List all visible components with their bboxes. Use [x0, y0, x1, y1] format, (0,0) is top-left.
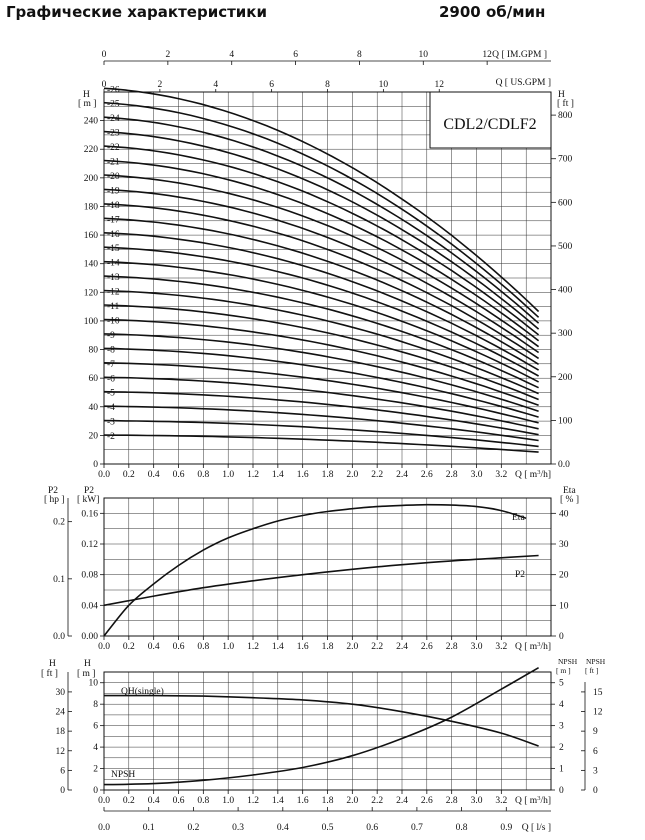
q-tick-label: 2.4	[396, 642, 408, 652]
h-m-tick-label: 200	[83, 173, 98, 184]
us-gpm-tick-label: 2	[157, 80, 163, 90]
npsh-ft-tick-label: 3	[593, 766, 598, 777]
q-tick-label: 2.6	[420, 470, 433, 480]
ls-tick-label: 0.2	[187, 823, 200, 833]
h-m-tick-label: 140	[83, 259, 98, 270]
ls-tick-label: 0.1	[142, 823, 155, 833]
q-tick-label: 2.8	[445, 642, 458, 652]
p2-kw-tick-label: 0.16	[81, 509, 98, 520]
q-tick-label: 1.0	[222, 470, 235, 480]
p2-kw-axis-title: P2	[84, 486, 95, 496]
stage-label: -11	[107, 302, 120, 313]
im-gpm-tick-label: 6	[293, 50, 298, 60]
q-tick-label: 1.4	[271, 470, 284, 480]
h-m-lower-tick-label: 8	[93, 700, 98, 711]
q-tick-label: 2.4	[396, 470, 408, 480]
h-m-tick-label: 60	[88, 374, 98, 385]
stage-label: -4	[107, 403, 115, 414]
p2-kw-tick-label: 0.00	[81, 632, 98, 642]
ls-tick-label: 0.5	[321, 823, 334, 833]
q-tick-label: 2.0	[346, 470, 359, 480]
q-tick-label: 1.2	[247, 470, 259, 480]
p2-kw-axis-unit: [ kW]	[77, 495, 100, 505]
stage-label: -22	[107, 143, 120, 154]
npsh-m-tick-label: 1	[559, 764, 564, 775]
eta-tick-label: 0	[559, 632, 564, 642]
h-m-tick-label: 240	[83, 116, 98, 127]
q-tick-label: 1.6	[296, 470, 309, 480]
eta-tick-label: 40	[559, 509, 569, 520]
h-m-tick-label: 40	[88, 402, 98, 413]
h-ft-tick-label: 500	[558, 241, 573, 252]
eta-tick-label: 20	[559, 570, 569, 581]
npsh-m-tick-label: 2	[559, 743, 564, 754]
npsh-ft-axis-title: NPSH	[586, 657, 606, 666]
q-tick-label: 0.4	[147, 796, 160, 806]
model-label: CDL2/CDLF2	[443, 116, 537, 133]
ls-axis-label: Q [ l/s ]	[521, 823, 551, 833]
q-axis-unit-label: Q [ $m^3/h$]	[515, 468, 551, 480]
stage-label: -13	[107, 273, 120, 284]
q-tick-label: 0.8	[197, 470, 210, 480]
h-m-lower-tick-label: 10	[88, 678, 98, 689]
h-ft-tick-label: 600	[558, 198, 573, 209]
stage-label: -5	[107, 388, 115, 399]
q-tick-label: 3.0	[470, 642, 483, 652]
q-tick-label: 0.4	[147, 470, 160, 480]
speed-label: 2900 об/мин	[439, 3, 546, 21]
h-ft-axis-title: H	[558, 90, 565, 100]
h-ft-lower-tick-label: 30	[55, 687, 65, 698]
us-gpm-tick-label: 12	[434, 80, 444, 90]
p2-hp-tick-label: 0.2	[53, 517, 65, 528]
stage-label: -17	[107, 215, 120, 226]
stage-label: -8	[107, 345, 115, 356]
h-ft-axis-unit: [ ft ]	[557, 99, 574, 109]
us-gpm-tick-label: 8	[325, 80, 330, 90]
us-gpm-tick-label: 4	[213, 80, 219, 90]
p2-hp-axis-unit: [ hp ]	[44, 495, 65, 505]
page-title: Графические характеристики	[6, 3, 267, 21]
stage-label: -6	[107, 374, 115, 385]
q-tick-label: 0.8	[197, 796, 210, 806]
npsh-m-tick-label: 4	[559, 700, 564, 711]
qh-single-curve	[104, 696, 539, 746]
q-tick-label: 2.8	[445, 796, 458, 806]
q-tick-label: 2.4	[396, 796, 408, 806]
npsh-m-axis-unit: [ m ]	[556, 666, 571, 675]
h-m-tick-label: 160	[83, 231, 98, 242]
q-tick-label: 1.4	[271, 642, 284, 652]
q-tick-label: 1.2	[247, 796, 259, 806]
h-ft-tick-label: 0.0	[558, 460, 570, 470]
h-m-axis-unit: [ m ]	[78, 99, 97, 109]
p2-kw-tick-label: 0.12	[81, 540, 98, 550]
im-gpm-tick-label: 2	[165, 50, 171, 60]
h-ft-lower-tick-label: 12	[55, 746, 65, 757]
stage-label: -10	[107, 316, 120, 327]
q-tick-label: 2.0	[346, 796, 359, 806]
ls-tick-label: 0.3	[232, 823, 245, 833]
eta-curve	[104, 505, 526, 636]
q-tick-label: 2.6	[420, 796, 433, 806]
q-tick-label: 1.4	[271, 796, 284, 806]
p2-hp-tick-label: 0.0	[53, 632, 65, 642]
q-tick-label: 0.4	[147, 642, 160, 652]
stage-label: -24	[107, 114, 120, 125]
stage-label: -20	[107, 171, 120, 182]
h-m-tick-label: 100	[83, 316, 98, 327]
q-tick-label: 3.2	[495, 796, 508, 806]
npsh-ft-axis-unit: [ ft ]	[585, 666, 599, 675]
h-m-lower-tick-label: 4	[93, 743, 98, 754]
h-m-tick-label: 0	[93, 460, 98, 470]
qh-curve	[104, 421, 539, 447]
q-tick-label: 3.2	[495, 470, 508, 480]
stage-label: -21	[107, 157, 120, 168]
q-tick-label: 3.0	[470, 796, 483, 806]
h-ft-lower-axis-unit: [ ft ]	[41, 669, 58, 679]
q-tick-label: 0.6	[172, 796, 185, 806]
h-ft-tick-label: 200	[558, 372, 573, 383]
npsh-ft-tick-label: 9	[593, 727, 598, 738]
eta-tick-label: 30	[559, 540, 569, 550]
eta-curve-label: Eta	[512, 513, 525, 523]
q-tick-label: 2.2	[371, 470, 384, 480]
q-tick-label: 0.0	[98, 470, 110, 480]
stage-label: -23	[107, 128, 120, 139]
q-tick-label: 0.6	[172, 470, 185, 480]
us-gpm-tick-label: 0	[101, 80, 107, 90]
h-ft-tick-label: 700	[558, 154, 573, 165]
stage-label: -16	[107, 229, 120, 240]
q-tick-label: 0.2	[122, 796, 135, 806]
npsh-ft-tick-label: 6	[593, 746, 598, 757]
q-axis-unit-label: Q [ $m^3/h$]	[515, 640, 551, 652]
h-m-tick-label: 80	[88, 345, 98, 356]
qh-single-curve-label: QH(single)	[121, 687, 164, 697]
p2-hp-axis-title: P2	[48, 486, 59, 496]
im-gpm-tick-label: 8	[357, 50, 362, 60]
q-tick-label: 1.6	[296, 642, 309, 652]
h-m-axis-title: H	[83, 90, 90, 100]
ls-tick-label: 0.4	[276, 823, 289, 833]
p2-hp-tick-label: 0.1	[53, 574, 65, 585]
h-m-lower-tick-label: 2	[93, 764, 98, 775]
q-tick-label: 1.2	[247, 642, 259, 652]
q-tick-label: 3.2	[495, 642, 508, 652]
stage-label: -9	[107, 330, 115, 341]
ls-tick-label: 0.0	[98, 823, 110, 833]
stage-label: -18	[107, 200, 120, 211]
h-m-tick-label: 120	[83, 288, 98, 299]
q-tick-label: 0.6	[172, 642, 185, 652]
qh-curve	[104, 132, 539, 330]
q-tick-label: 0.2	[122, 642, 135, 652]
im-gpm-tick-label: 12	[482, 50, 492, 60]
q-tick-label: 0.2	[122, 470, 135, 480]
h-m-tick-label: 220	[83, 145, 98, 156]
stage-label: -26	[107, 85, 120, 96]
q-tick-label: 1.8	[321, 470, 334, 480]
eta-tick-label: 10	[559, 601, 569, 612]
q-tick-label: 2.2	[371, 642, 384, 652]
p2-kw-tick-label: 0.08	[81, 570, 98, 581]
us-gpm-tick-label: 10	[378, 80, 389, 90]
p2-curve	[104, 556, 539, 606]
h-ft-tick-label: 800	[558, 111, 573, 122]
q-tick-label: 3.0	[470, 470, 483, 480]
q-tick-label: 1.8	[321, 796, 334, 806]
us-gpm-tick-label: 6	[269, 80, 274, 90]
p2-kw-tick-label: 0.04	[81, 601, 98, 612]
im-gpm-tick-label: 0	[101, 50, 107, 60]
h-ft-tick-label: 400	[558, 285, 573, 296]
h-ft-lower-tick-label: 0	[60, 786, 65, 796]
q-tick-label: 0.0	[98, 642, 110, 652]
npsh-m-tick-label: 0	[559, 786, 564, 796]
eta-axis-unit: [ % ]	[560, 495, 579, 505]
npsh-m-axis-title: NPSH	[558, 657, 578, 666]
im-gpm-axis-label: Q [ IM.GPM ]	[492, 50, 547, 60]
stage-label: -7	[107, 359, 115, 370]
h-m-lower-axis-unit: [ m ]	[77, 669, 96, 679]
npsh-m-tick-label: 3	[559, 721, 564, 732]
h-ft-lower-tick-label: 6	[60, 766, 65, 777]
npsh-ft-tick-label: 15	[593, 687, 603, 698]
h-m-lower-tick-label: 6	[93, 721, 98, 732]
q-axis-unit-label: Q [ $m^3/h$]	[515, 794, 551, 806]
h-m-tick-label: 180	[83, 202, 98, 213]
im-gpm-tick-label: 4	[229, 50, 235, 60]
ls-tick-label: 0.6	[366, 823, 379, 833]
h-ft-lower-tick-label: 24	[55, 707, 65, 718]
q-tick-label: 1.6	[296, 796, 309, 806]
us-gpm-axis-label: Q [ US.GPM ]	[495, 78, 551, 88]
q-tick-label: 1.0	[222, 796, 235, 806]
q-tick-label: 0.8	[197, 642, 210, 652]
im-gpm-tick-label: 10	[418, 50, 429, 60]
q-tick-label: 2.8	[445, 470, 458, 480]
ls-tick-label: 0.9	[500, 823, 513, 833]
h-m-tick-label: 20	[88, 431, 98, 442]
h-m-lower-axis-title: H	[84, 659, 91, 669]
eta-axis-title: Eta	[563, 486, 576, 496]
ls-tick-label: 0.7	[410, 823, 423, 833]
p2-curve-label: P2	[515, 570, 526, 580]
stage-label: -14	[107, 258, 120, 269]
npsh-curve-label: NPSH	[111, 770, 136, 780]
stage-label: -2	[107, 432, 115, 443]
npsh-ft-tick-label: 0	[593, 786, 598, 796]
stage-label: -25	[107, 99, 120, 110]
q-tick-label: 2.0	[346, 642, 359, 652]
h-m-lower-tick-label: 0	[93, 786, 98, 796]
stage-label: -3	[107, 417, 115, 428]
q-tick-label: 1.8	[321, 642, 334, 652]
ls-tick-label: 0.8	[455, 823, 468, 833]
npsh-ft-tick-label: 12	[593, 707, 603, 718]
q-tick-label: 2.6	[420, 642, 433, 652]
h-ft-tick-label: 300	[558, 329, 573, 340]
q-tick-label: 2.2	[371, 796, 384, 806]
q-tick-label: 0.0	[98, 796, 110, 806]
npsh-m-tick-label: 5	[559, 678, 564, 689]
h-ft-lower-axis-title: H	[49, 659, 56, 669]
q-tick-label: 1.0	[222, 642, 235, 652]
h-ft-tick-label: 100	[558, 416, 573, 427]
stage-label: -15	[107, 244, 120, 255]
h-ft-lower-tick-label: 18	[55, 727, 65, 738]
stage-label: -19	[107, 186, 120, 197]
stage-label: -12	[107, 287, 120, 298]
